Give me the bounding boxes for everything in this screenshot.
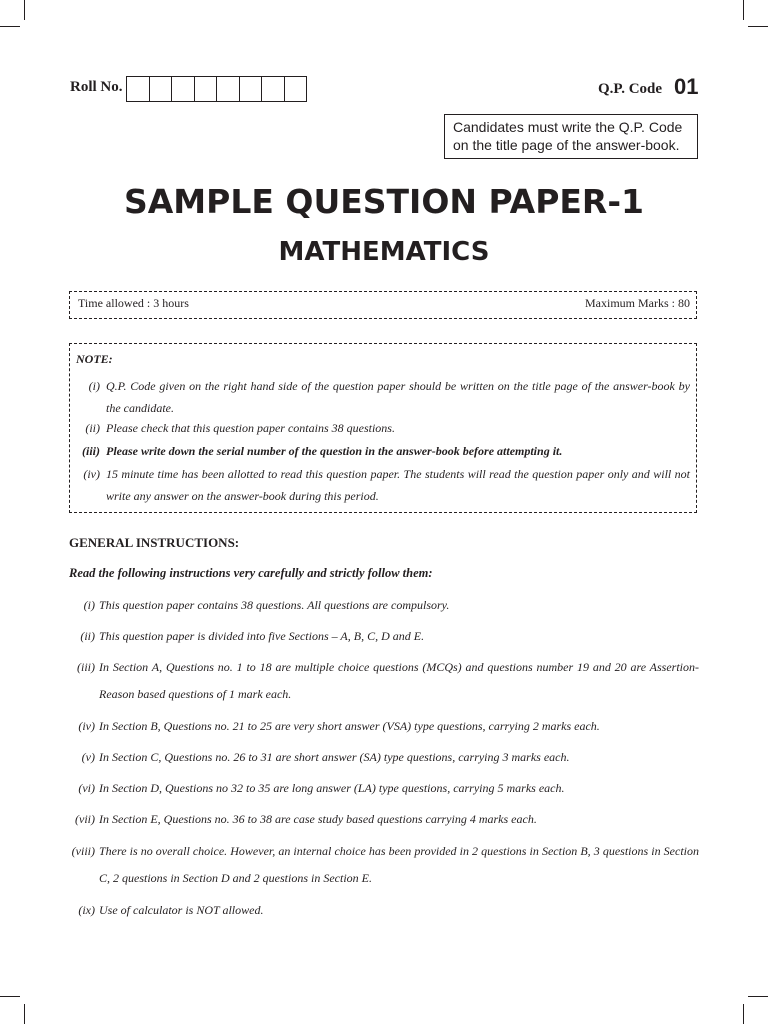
note-item-number: (i): [88, 379, 100, 393]
crop-mark: [0, 26, 20, 27]
instruction-number: (ix): [78, 903, 95, 917]
instruction-number: (vi): [78, 781, 95, 795]
roll-digit-box: [150, 77, 173, 101]
roll-digit-box: [262, 77, 285, 101]
instruction-text: Use of calculator is NOT allowed.: [99, 903, 264, 917]
instruction-number: (v): [81, 750, 95, 764]
roll-number-boxes: [126, 76, 307, 102]
note-item-number: (iv): [83, 467, 100, 481]
instruction-text: There is no overall choice. However, an internal choice has been provided in 2 questions in Section B, 3 questions in Section C, 2 questions in Section D and 2 questions in Section E.: [99, 844, 699, 885]
time-allowed: Time allowed : 3 hours: [78, 296, 189, 310]
note-item-number: (iii): [82, 444, 100, 458]
qp-code-value: 01: [674, 74, 699, 99]
instruction-number: (ii): [80, 629, 95, 643]
crop-mark: [748, 26, 768, 27]
crop-mark: [0, 996, 20, 997]
instruction-number: (iii): [77, 660, 95, 674]
instruction-text: This question paper contains 38 questions. All questions are compulsory.: [99, 598, 450, 612]
instruction-number: (vii): [75, 812, 95, 826]
roll-digit-box: [240, 77, 263, 101]
roll-digit-box: [217, 77, 240, 101]
instruction-text: In Section B, Questions no. 21 to 25 are very short answer (VSA) type questions, carrying 2 marks each.: [99, 719, 600, 733]
roll-digit-box: [127, 77, 150, 101]
note-item-text: Please write down the serial number of the question in the answer-book before attempting it.: [106, 444, 563, 458]
crop-mark: [743, 0, 744, 20]
instruction-text: In Section E, Questions no. 36 to 38 are case study based questions carrying 4 marks each.: [99, 812, 537, 826]
instruction-number: (i): [83, 598, 95, 612]
instruction-text: In Section C, Questions no. 26 to 31 are short answer (SA) type questions, carrying 3 marks each.: [99, 750, 570, 764]
crop-mark: [743, 1004, 744, 1024]
general-instructions-intro: Read the following instructions very carefully and strictly follow them:: [69, 566, 433, 580]
time-marks-box: [69, 291, 697, 319]
qp-code-label: Q.P. Code: [598, 81, 663, 97]
instruction-text: In Section A, Questions no. 1 to 18 are multiple choice questions (MCQs) and questions number 19 and 20 are Assertion-Reason based questions of 1 mark each.: [99, 660, 699, 701]
roll-number-label: Roll No.: [70, 79, 123, 95]
note-item-number: (ii): [85, 421, 100, 435]
note-item-text: Q.P. Code given on the right hand side of the question paper should be written on the title page of the answer-book by the candidate.: [106, 379, 690, 415]
instruction-text: In Section D, Questions no 32 to 35 are long answer (LA) type questions, carrying 5 marks each.: [99, 781, 565, 795]
note-item-text: 15 minute time has been allotted to read this question paper. The students will read the question paper only and will not write any answer on the answer-book during this period.: [106, 467, 690, 503]
instruction-number: (viii): [71, 844, 95, 858]
roll-digit-box: [285, 77, 307, 101]
general-instructions-heading: GENERAL INSTRUCTIONS:: [69, 535, 240, 550]
note-box: [69, 343, 697, 513]
note-item-text: Please check that this question paper contains 38 questions.: [106, 421, 395, 435]
page-title: SAMPLE QUESTION PAPER-1: [124, 182, 644, 221]
roll-digit-box: [195, 77, 218, 101]
roll-digit-box: [172, 77, 195, 101]
instruction-number: (iv): [78, 719, 95, 733]
maximum-marks: Maximum Marks : 80: [585, 296, 690, 310]
candidate-instruction-box: Candidates must write the Q.P. Code on the title page of the answer-book.: [444, 114, 698, 159]
subject-title: MATHEMATICS: [278, 237, 490, 267]
crop-mark: [24, 1004, 25, 1024]
instruction-text: This question paper is divided into five Sections – A, B, C, D and E.: [99, 629, 425, 643]
note-heading: NOTE:: [76, 352, 113, 366]
crop-mark: [24, 0, 25, 20]
crop-mark: [748, 996, 768, 997]
